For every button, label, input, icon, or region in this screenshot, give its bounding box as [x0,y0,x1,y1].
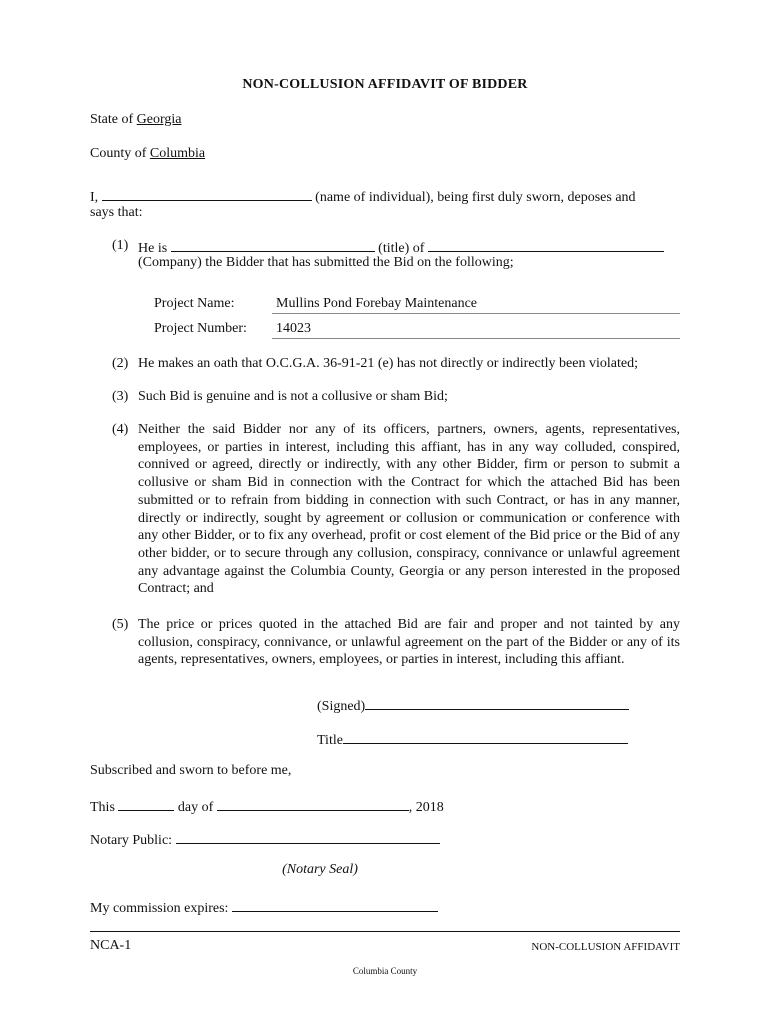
item-4 [112,421,680,598]
item-5-text: The price or prices quoted in the attached Bid are fair and proper and not tainted by any collusion, conspiracy, connivance, or unlawful agreement on the part of the Bidder or any of its agents, representatives, owners, employees, or parties in interest, including this affiant. [138,617,680,668]
notary-label: Notary Public: [90,833,173,848]
item-3 [112,388,680,406]
subscribed-text: Subscribed and sworn to before me, [90,763,292,778]
signed-label: (Signed) [317,699,366,714]
project-name-label: Project Name: [154,296,235,311]
project-name-value: Mullins Pond Forebay Maintenance [272,296,680,314]
state-line [90,111,680,129]
title-line [317,729,628,750]
commission-label: My commission expires: [90,901,229,916]
county-label: County of [90,146,147,161]
signature-field[interactable] [365,695,629,710]
item-2-text: He makes an oath that O.C.G.A. 36-91-21 (e) has not directly or indirectly been violated; [138,356,638,371]
item-4-number: (4) [112,422,129,437]
day-field[interactable] [118,796,174,811]
month-field[interactable] [217,796,409,811]
county-line [90,145,680,163]
day-of-label: day of [177,800,214,815]
county-value: Columbia [149,146,206,161]
intro-suffix: (name of individual), being first duly sworn, deposes and [315,190,636,205]
project-number-value: 14023 [272,321,680,339]
intro-cont: says that: [90,205,143,220]
signed-line [317,695,629,716]
footer-doc-name: NON-COLLUSION AFFIDAVIT [531,941,680,953]
item-2-number: (2) [112,356,129,371]
this-label: This [90,800,115,815]
project-number-row [154,321,680,341]
item-1-title-of: (title) of [378,241,425,256]
commission-field[interactable] [232,897,438,912]
item-2 [112,355,680,373]
footer-form-id: NCA-1 [90,938,132,953]
item-1-he-is: He is [138,241,168,256]
item-1-line-2: (Company) the Bidder that has submitted the Bid on the following; [138,255,514,270]
state-label: State of [90,112,134,127]
this-day-line [90,796,680,817]
title-field[interactable] [171,237,375,252]
document-title: NON-COLLUSION AFFIDAVIT OF BIDDER [242,77,528,92]
commission-line [90,897,680,918]
notary-seal: (Notary Seal) [282,862,358,877]
item-1-number: (1) [112,238,129,253]
year-label: , 2018 [408,800,444,815]
footer-county: Columbia County [352,966,418,976]
item-5-number: (5) [112,617,129,632]
signer-title-field[interactable] [343,729,628,744]
item-4-text: Neither the said Bidder nor any of its officers, partners, owners, agents, representatives, employees, or parties in interest, including this affiant, has in any way colluded, conspired, connived or agreed, directly or indirectly, with any other Bidder, firm or person to submit a collusive or sham Bid in connection with the Contract for which the attached Bid has been submitted or to refrain from bidding in connection with such Contract, or has in any manner, directly or indirectly, sought by agreement or collusion or communication or conference with any other Bidder, or to fix any overhead, profit or cost element of the Bid price or the Bid of any other bidder, or to secure through any collusion, conspiracy, connivance or unlawful agreement any advantage against the Columbia County, Georgia or any person interested in the proposed Contract; and [138,422,680,597]
intro-prefix: I, [90,190,99,205]
notary-field[interactable] [176,829,440,844]
item-3-text: Such Bid is genuine and is not a collusive or sham Bid; [138,389,448,404]
item-3-number: (3) [112,389,129,404]
footer-divider [90,931,680,932]
state-value: Georgia [136,112,182,127]
project-number-label: Project Number: [154,321,247,336]
item-5 [112,616,680,669]
notary-line [90,829,680,850]
project-name-row [154,296,680,316]
company-field[interactable] [428,237,664,252]
individual-name-field[interactable] [102,186,312,201]
title-label: Title [317,733,343,748]
